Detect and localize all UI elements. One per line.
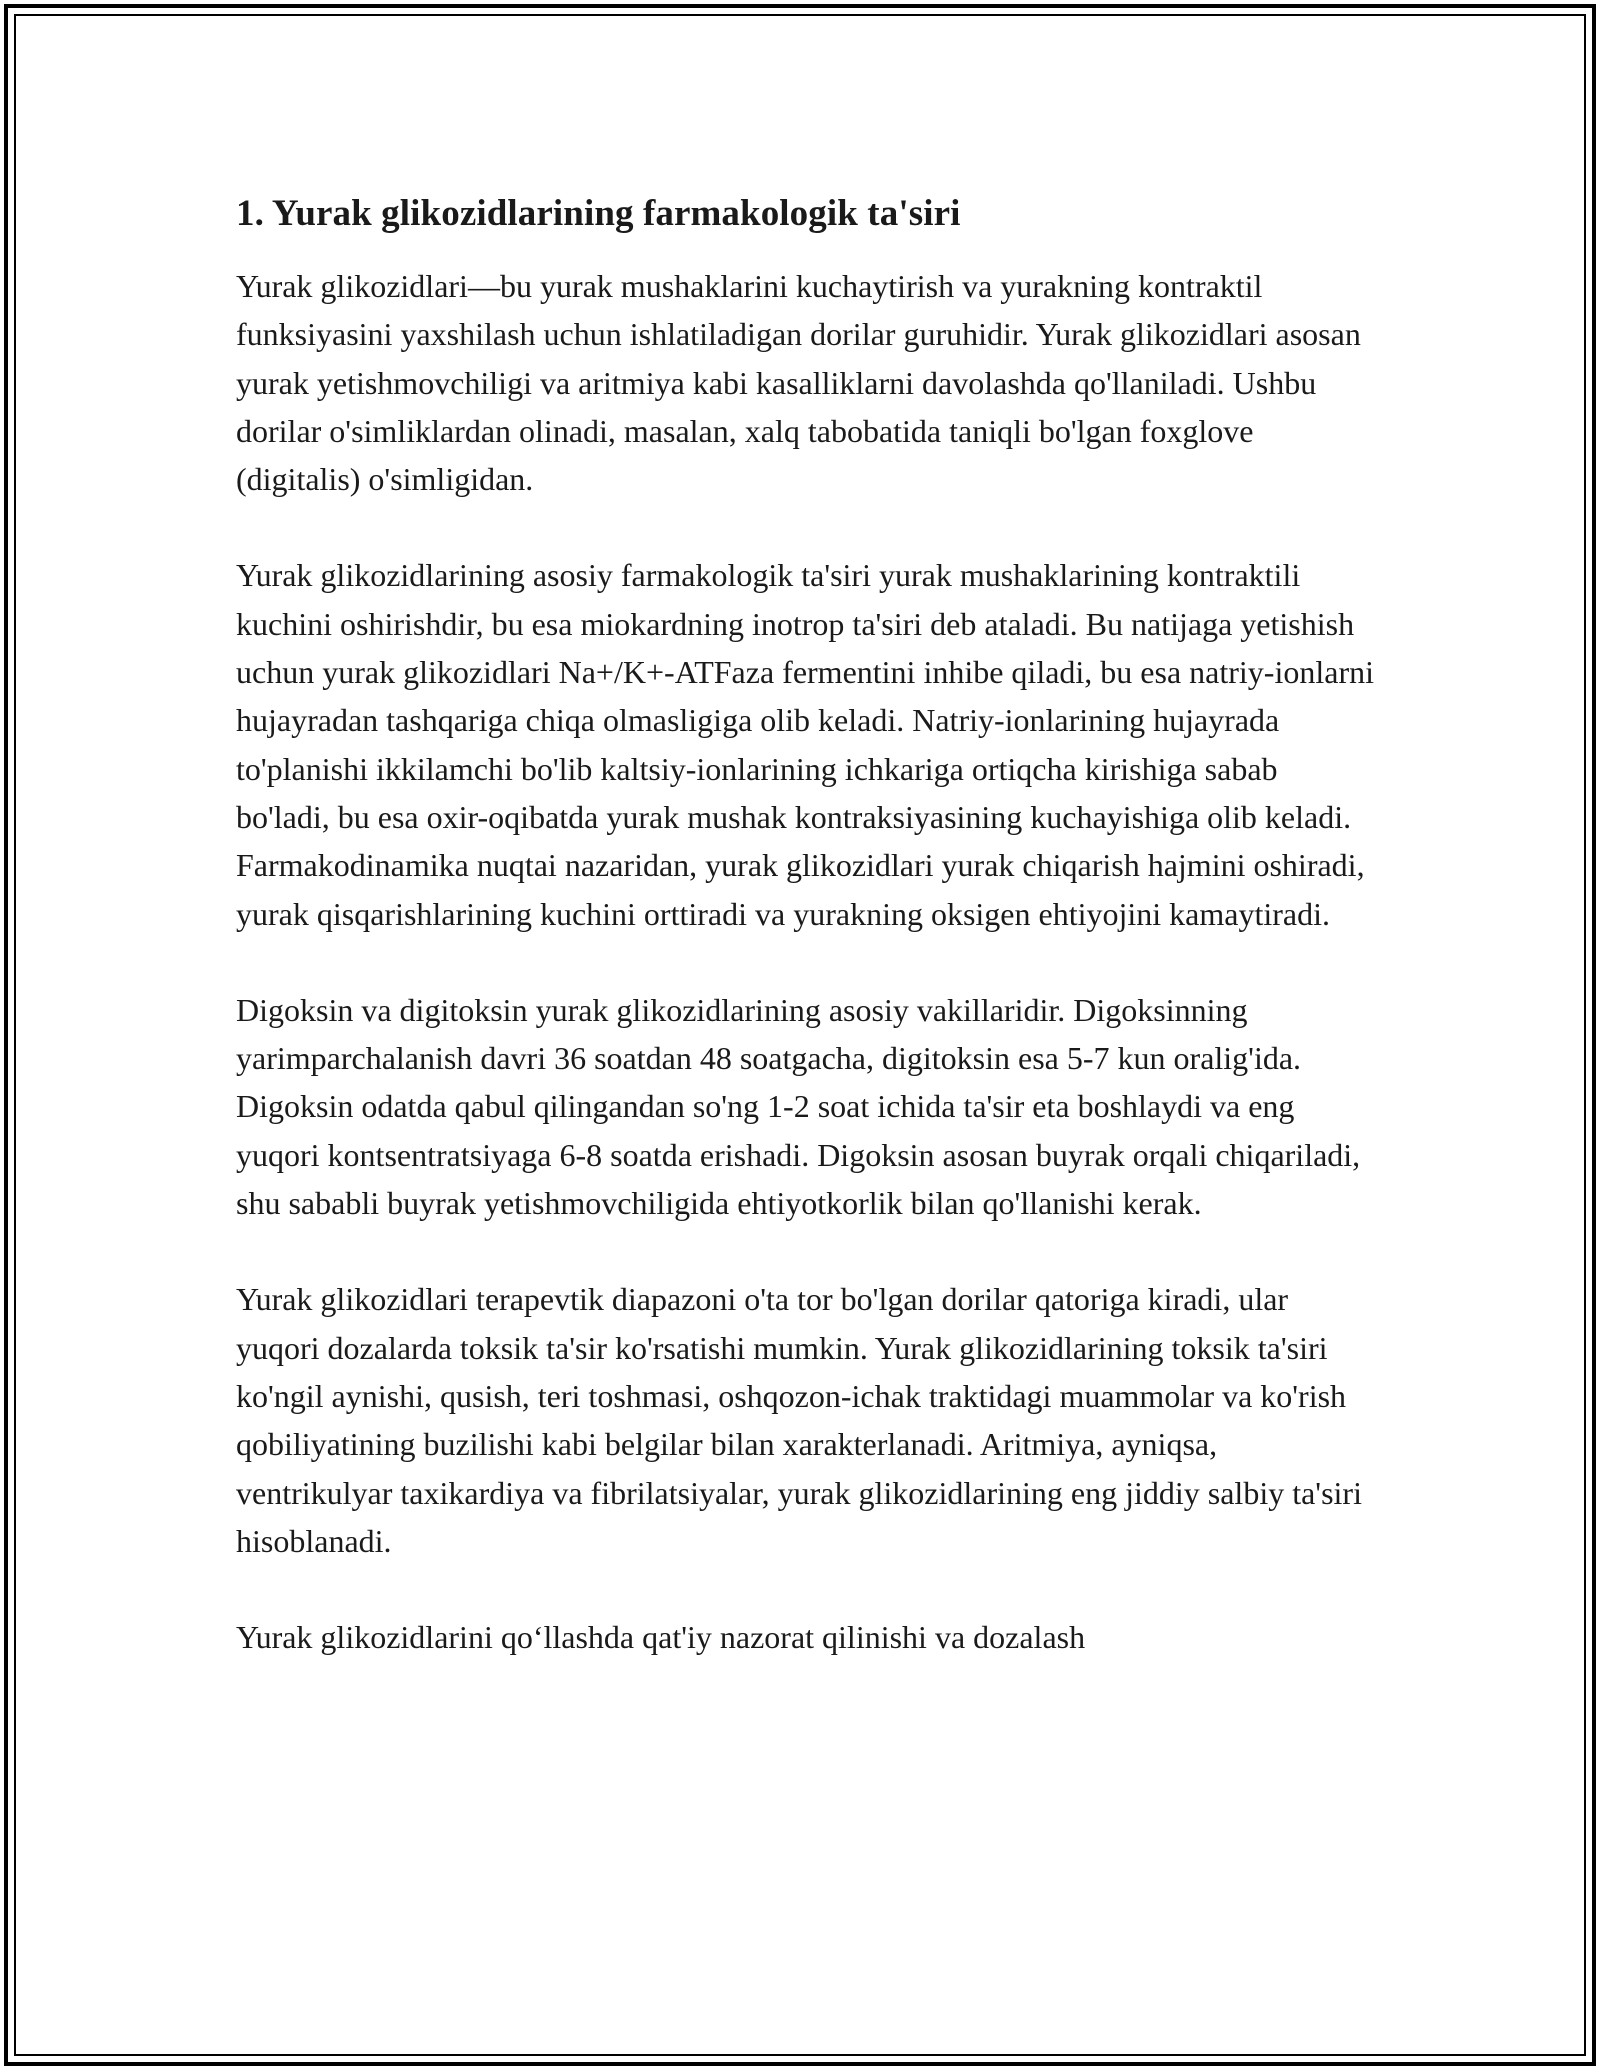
- paragraph-pharmacokinetics: Digoksin va digitoksin yurak glikozidlarining asosiy vakillaridir. Digoksinning yarimparchalanish davri 36 soatdan 48 soatgacha, digitoksin esa 5-7 kun oralig'ida. Digoksin odatda qabul qilingandan so'ng 1-2 soat ichida ta'sir eta boshlaydi va eng yuqori kontsentratsiyaga 6-8 soatda erishadi. Digoksin asosan buyrak orqali chiqariladi, shu sababli buyrak yetishmovchiligida ehtiyotkorlik bilan qo'llanishi kerak.: [236, 991, 1361, 1222]
- section-heading: 1. Yurak glikozidlarining farmakologik ta'siri: [236, 193, 961, 234]
- paragraph-mechanism: Yurak glikozidlarining asosiy farmakologik ta'siri yurak mushaklarining kontraktili kuchini oshirishdir, bu esa miokardning inotrop ta'siri deb ataladi. Bu natijaga yetishish uchun yurak glikozidlari Na+/K+-ATFaza fermentini inhibe qiladi, bu esa natriy-ionlarni hujayradan tashqariga chiqa olmasligiga olib keladi. Natriy-ionlarining hujayrada to'planishi ikkilamchi bo'lib kaltsiy-ionlarining ichkariga ortiqcha kirishiga sabab bo'ladi, bu esa oxir-oqibatda yurak mushak kontraksiyasining kuchayishiga olib keladi. Farmakodinamika nuqtai nazaridan, yurak glikozidlari yurak chiqarish hajmini oshiradi, yurak qisqarishlarining kuchini orttiradi va yurakning oksigen ehtiyojini kamaytiradi.: [236, 557, 1374, 932]
- paragraph-toxicity: Yurak glikozidlari terapevtik diapazoni o'ta tor bo'lgan dorilar qatoriga kiradi, ular yuqori dozalarda toksik ta'sir ko'rsatishi mumkin. Yurak glikozidlarining toksik ta'siri ko'ngil aynishi, qusish, teri toshmasi, oshqozon-ichak traktidagi muammolar va ko'rish qobiliyatining buzilishi kabi belgilar bilan xarakterlanadi. Aritmiya, ayniqsa, ventrikulyar taxikardiya va fibrilatsiyalar, yurak glikozidlarining eng jiddiy salbiy ta'siri hisoblanadi.: [236, 1281, 1362, 1559]
- paragraph-dosing: Yurak glikozidlarini qo‘llashda qat'iy nazorat qilinishi va dozalash: [236, 1619, 1086, 1656]
- paragraph-intro: Yurak glikozidlari—bu yurak mushaklarini kuchaytirish va yurakning kontraktil funksiyasini yaxshilash uchun ishlatiladigan dorilar guruhidir. Yurak glikozidlari asosan yurak yetishmovchiligi va aritmiya kabi kasalliklarni davolashda qo'llaniladi. Ushbu dorilar o'simliklardan olinadi, masalan, xalq tabobatida taniqli bo'lgan foxglove (digitalis) o'simligidan.: [236, 268, 1361, 498]
- document-body: [236, 188, 1376, 1709]
